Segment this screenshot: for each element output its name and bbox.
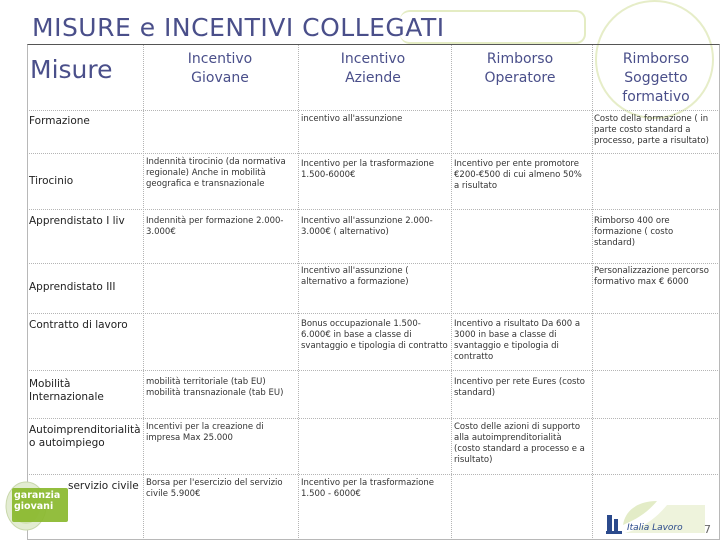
table-cell: Bonus occupazionale 1.500-6.000€ in base a classe di svantaggio e tipologia di contratto [301,319,448,351]
table-cell: Incentivo all'assunzione ( alternativo a formazione) [301,266,409,287]
column-header: Incentivo Aziende [340,51,406,86]
table-cell: Rimborso 400 ore formazione ( costo standard) [594,216,674,248]
italia-lavoro-logo [597,497,705,537]
table-cell: Incentivo all'assunzione 2.000-3.000€ ( alternativo) [301,216,433,237]
table-cell: Indennità tirocinio (da normativa regionale) Anche in mobilità geografica e transnazionale [146,157,286,189]
table-cell: incentivo all'assunzione [301,114,403,124]
col-divider [592,45,593,540]
row-divider [27,418,718,419]
row-divider [27,153,718,154]
column-header: Incentivo Giovane [187,51,253,86]
row-label: Apprendistato III [29,281,116,293]
table-cell: Incentivo a risultato Da 600 a 3000 in base a classe di svantaggio e tipologia di contratto [454,319,581,362]
row-label: servizio civile [68,480,139,492]
col-divider [143,45,144,540]
row-divider [27,474,718,475]
col-divider [298,45,299,540]
table-cell: Personalizzazione percorso formativo max € 6000 [594,266,709,287]
column-header: Rimborso Soggetto formativo [622,51,690,105]
row-label: Formazione [29,115,90,127]
table-corner-label: Misure [30,55,113,84]
row-divider [27,313,718,314]
table-cell: Incentivo per la trasformazione 1.500-6000€ [301,159,435,180]
table-cell: Incentivi per la creazione di impresa Max 25.000 [146,422,264,443]
page-title: MISURE e INCENTIVI COLLEGATI [32,13,445,42]
row-label: Tirocinio [29,175,74,187]
row-divider [27,263,718,264]
col-divider [451,45,452,540]
table-cell: Borsa per l'esercizio del servizio civile 5.900€ [146,478,283,499]
row-divider [27,110,718,111]
page-number: 7 [704,523,711,536]
garanzia-giovani-logo [4,480,68,536]
table-cell: Costo delle azioni di supporto alla autoimprenditorialità (costo standard a processo e a risultato) [454,422,585,465]
table-cell: Incentivo per la trasformazione 1.500 - 6000€ [301,478,435,499]
row-divider [27,370,718,371]
title-decoration [400,10,586,44]
table-cell: Incentivo per rete Eures (costo standard) [454,377,586,398]
table-cell: Incentivo per ente promotore €200-€500 di cui almeno 50% a risultato [454,159,582,191]
row-label: Mobilità Internazionale [29,378,104,403]
table-cell: Indennità per formazione 2.000-3.000€ [146,216,284,237]
row-label: Autoimprenditorialità o autoimpiego [29,424,141,449]
garanzia-giovani-logo-text: garanzia giovani [14,490,61,512]
row-divider [27,209,718,210]
italia-lavoro-logo-text: Italia Lavoro [627,523,683,533]
column-header: Rimborso Operatore [484,51,556,86]
table-cell: mobilità territoriale (tab EU) mobilità transnazionale (tab EU) [146,377,284,398]
table-cell: Costo della formazione ( in parte costo standard a processo, parte a risultato) [594,114,709,146]
row-label: Apprendistato I liv [29,215,125,227]
row-label: Contratto di lavoro [29,319,128,331]
